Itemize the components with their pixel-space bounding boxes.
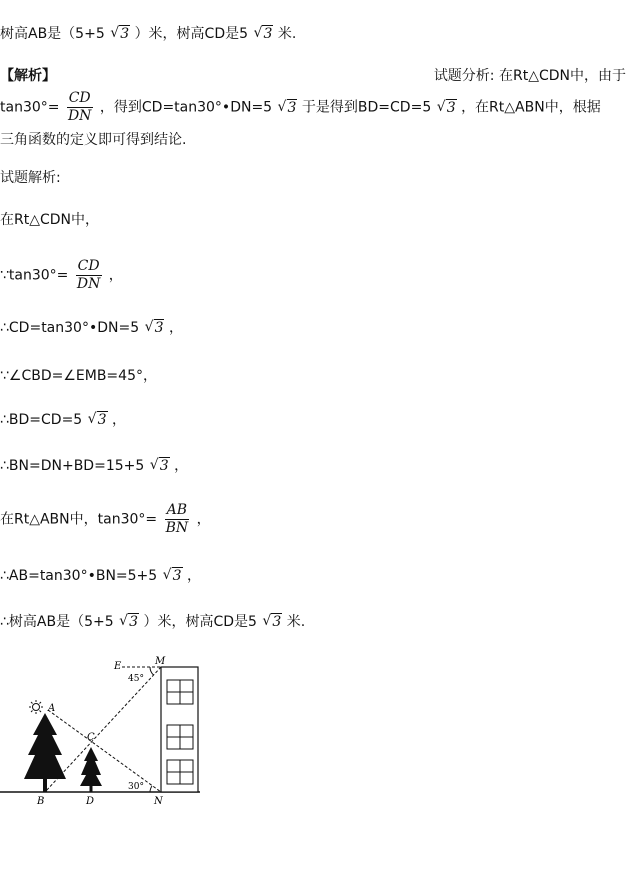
solution-step-5: ∴BD=CD=5 √ 3 ， bbox=[0, 410, 126, 430]
analysis-tan: tan30°= bbox=[0, 99, 60, 116]
label-b: B bbox=[37, 796, 45, 805]
analysis-right: 试题分析: 在Rt△CDN中，由于 bbox=[433, 68, 626, 84]
conclusion-pre: 树高AB是（5+5 bbox=[0, 26, 105, 42]
label-a: A bbox=[48, 703, 56, 714]
sqrt-3: √ 3 bbox=[110, 24, 130, 44]
sqrt-3: √ 3 bbox=[437, 98, 457, 118]
label-d: D bbox=[86, 796, 95, 805]
sqrt-3: √ 3 bbox=[88, 410, 108, 430]
angle-arc-30 bbox=[150, 786, 152, 792]
analysis-line-2 bbox=[0, 90, 601, 125]
solution-step-8: ∴AB=tan30°•BN=5+5 √ 3 ， bbox=[0, 566, 201, 586]
analysis-line-3: 三角函数的定义即可得到结论. bbox=[0, 132, 187, 148]
sun-icon bbox=[29, 700, 43, 714]
conclusion-post: 米. bbox=[277, 26, 297, 42]
sqrt-3: √ 3 bbox=[163, 566, 183, 586]
sqrt-3: √ 3 bbox=[262, 612, 282, 632]
label-n: N bbox=[154, 796, 163, 805]
solution-step-4: ∵∠CBD=∠EMB=45°， bbox=[0, 368, 157, 384]
tree-ab bbox=[24, 713, 66, 792]
geometry-figure bbox=[0, 655, 210, 805]
solution-step-9: ∴树高AB是（5+5 √ 3 ）米，树高CD是5 √ 3 米. bbox=[0, 612, 305, 632]
sqrt-3: √ 3 bbox=[119, 612, 139, 632]
solution-step-2: ∵tan30°= $\frac{CD}{DN}$ ， bbox=[0, 258, 123, 292]
angle-label-30: 30° bbox=[128, 782, 144, 792]
label-e: E bbox=[114, 661, 122, 672]
tree-cd bbox=[80, 747, 102, 792]
conclusion-mid: ）米，树高CD是5 bbox=[134, 26, 249, 42]
solution-step-6: ∴BN=DN+BD=15+5 √ 3 ， bbox=[0, 456, 188, 476]
line-an bbox=[48, 710, 161, 792]
analysis-mid: ，得到CD=tan30°•DN=5 bbox=[99, 99, 273, 116]
fraction-ab-bn: $\frac{AB}{BN}$ bbox=[165, 502, 189, 536]
angle-label-45: 45° bbox=[128, 674, 144, 684]
solution-title: 试题解析: bbox=[0, 170, 61, 186]
angle-arc-45 bbox=[150, 667, 154, 675]
sqrt-3: √ 3 bbox=[253, 24, 273, 44]
analysis-post: ，在Rt△ABN中，根据 bbox=[461, 99, 601, 116]
fraction-cd-dn: $\frac{CD}{DN}$ bbox=[76, 258, 101, 292]
conclusion-line bbox=[0, 24, 296, 44]
solution-step-1: 在Rt△CDN中， bbox=[0, 212, 100, 228]
sqrt-3: √ 3 bbox=[278, 98, 298, 118]
solution-step-7: 在Rt△ABN中，tan30°= $\frac{AB}{BN}$ ， bbox=[0, 502, 211, 536]
label-c: C bbox=[87, 732, 95, 743]
sqrt-3: √ 3 bbox=[150, 456, 170, 476]
solution-step-3: ∴CD=tan30°•DN=5 √ 3 ， bbox=[0, 318, 183, 338]
fraction-cd-dn: $\frac{CD}{DN}$ bbox=[67, 90, 92, 124]
analysis-mid2: 于是得到BD=CD=5 bbox=[301, 99, 432, 116]
label-m: M bbox=[155, 656, 166, 667]
analysis-tag: 【解析】 bbox=[0, 68, 56, 84]
sqrt-3: √ 3 bbox=[145, 318, 165, 338]
